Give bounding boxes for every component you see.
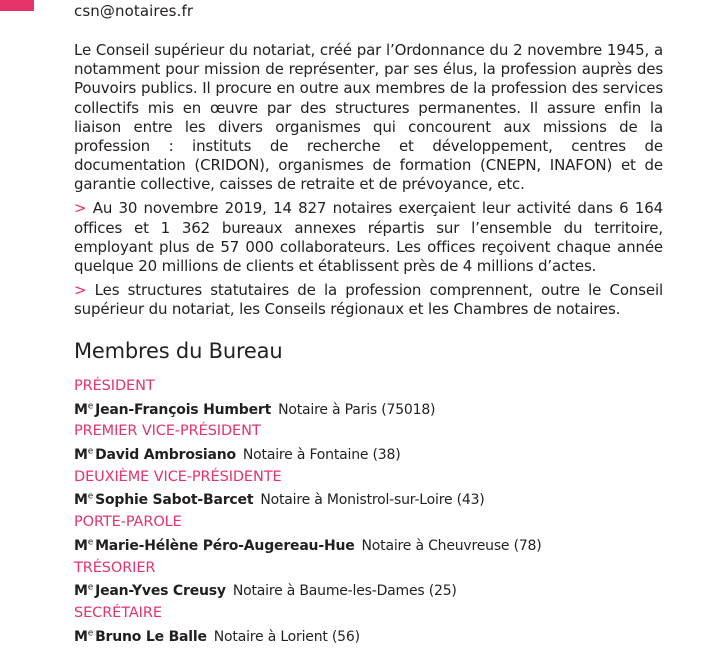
bureau-section-title: Membres du Bureau [74,339,283,363]
member-name: Bruno Le Balle [95,628,207,645]
intro-paragraph [74,199,663,276]
honorific: Me [74,537,94,554]
intro-paragraph [74,41,663,195]
member-person [74,578,674,602]
intro-text [74,41,663,324]
member-person [74,623,674,647]
honorific: Me [74,582,94,600]
member-description: Notaire à Fontaine (38) [242,447,401,464]
member-role: DEUXIÈME VICE-PRÉSIDENTE [74,468,282,485]
member-name: Marie-Hélène Péro-Augereau-Hue [95,537,355,554]
member-description: Notaire à Lorient (56) [213,628,360,645]
intro-paragraph [74,281,663,319]
member-role: PREMIER VICE-PRÉSIDENT [74,423,261,440]
honorific: Me [74,627,94,645]
bureau-member-list [74,376,674,648]
member-role: SECRÉTAIRE [74,604,162,621]
section-color-tab [0,0,34,11]
paragraph-marker: > [74,199,93,218]
member-entry [74,376,674,421]
member-entry [74,512,674,557]
member-name: Sophie Sabot-Barcet [95,492,254,509]
member-description: Notaire à Paris (75018) [278,401,436,418]
member-person [74,396,674,420]
contact-email-link[interactable]: csn@notaires.fr [74,2,194,20]
honorific: Me [74,401,94,418]
member-description: Notaire à Cheuvreuse (78) [361,537,542,554]
member-person [74,441,674,465]
paragraph-text: Les structures statutaires de la profession comprennent, outre le Conseil supérieur du notariat, les Conseils régionaux et les Chambres de notaires. [74,281,663,319]
member-entry [74,558,674,603]
member-person [74,532,674,556]
member-person [74,487,674,511]
member-entry [74,421,674,466]
honorific: Me [74,491,94,509]
member-name: David Ambrosiano [95,447,236,464]
member-entry [74,603,674,648]
member-role: PRÉSIDENT [74,378,155,394]
member-entry [74,467,674,512]
paragraph-text: Au 30 novembre 2019, 14 827 notaires exerçaient leur activité dans 6 164 offices et 1 362 bureaux annexes répartis sur l’ensemble du territoire, employant plus de 57 000 collaborateurs. Les offices reçoivent chaque année quelque 20 millions de clients et établissent près de 4 millions d’actes. [74,199,663,276]
member-description: Notaire à Baume-les-Dames (25) [232,583,457,600]
honorific: Me [74,446,94,464]
paragraph-text: Le Conseil supérieur du notariat, créé par l’Ordonnance du 2 novembre 1945, a notamment pour mission de représenter, par ses élus, la profession auprès des Pouvoirs publics. Il procure en outre aux membres de la profession des services collectifs mis en œuvre par des structures permanentes. Il assure enfin la liaison entre les divers organismes qui concourent aux missions de la profession : instituts de recherche et développement, centres de documentation (CRIDON), organismes de formation (CNEPN, INAFON) et de garantie collective, caisses de retraite et de prévoyance, etc. [74,41,663,194]
member-role: TRÉSORIER [74,559,156,576]
member-description: Notaire à Monistrol-sur-Loire (43) [260,492,485,509]
member-role: PORTE-PAROLE [74,514,182,531]
member-name: Jean-Yves Creusy [95,583,226,600]
paragraph-marker: > [74,281,95,300]
member-name: Jean-François Humbert [95,401,272,418]
